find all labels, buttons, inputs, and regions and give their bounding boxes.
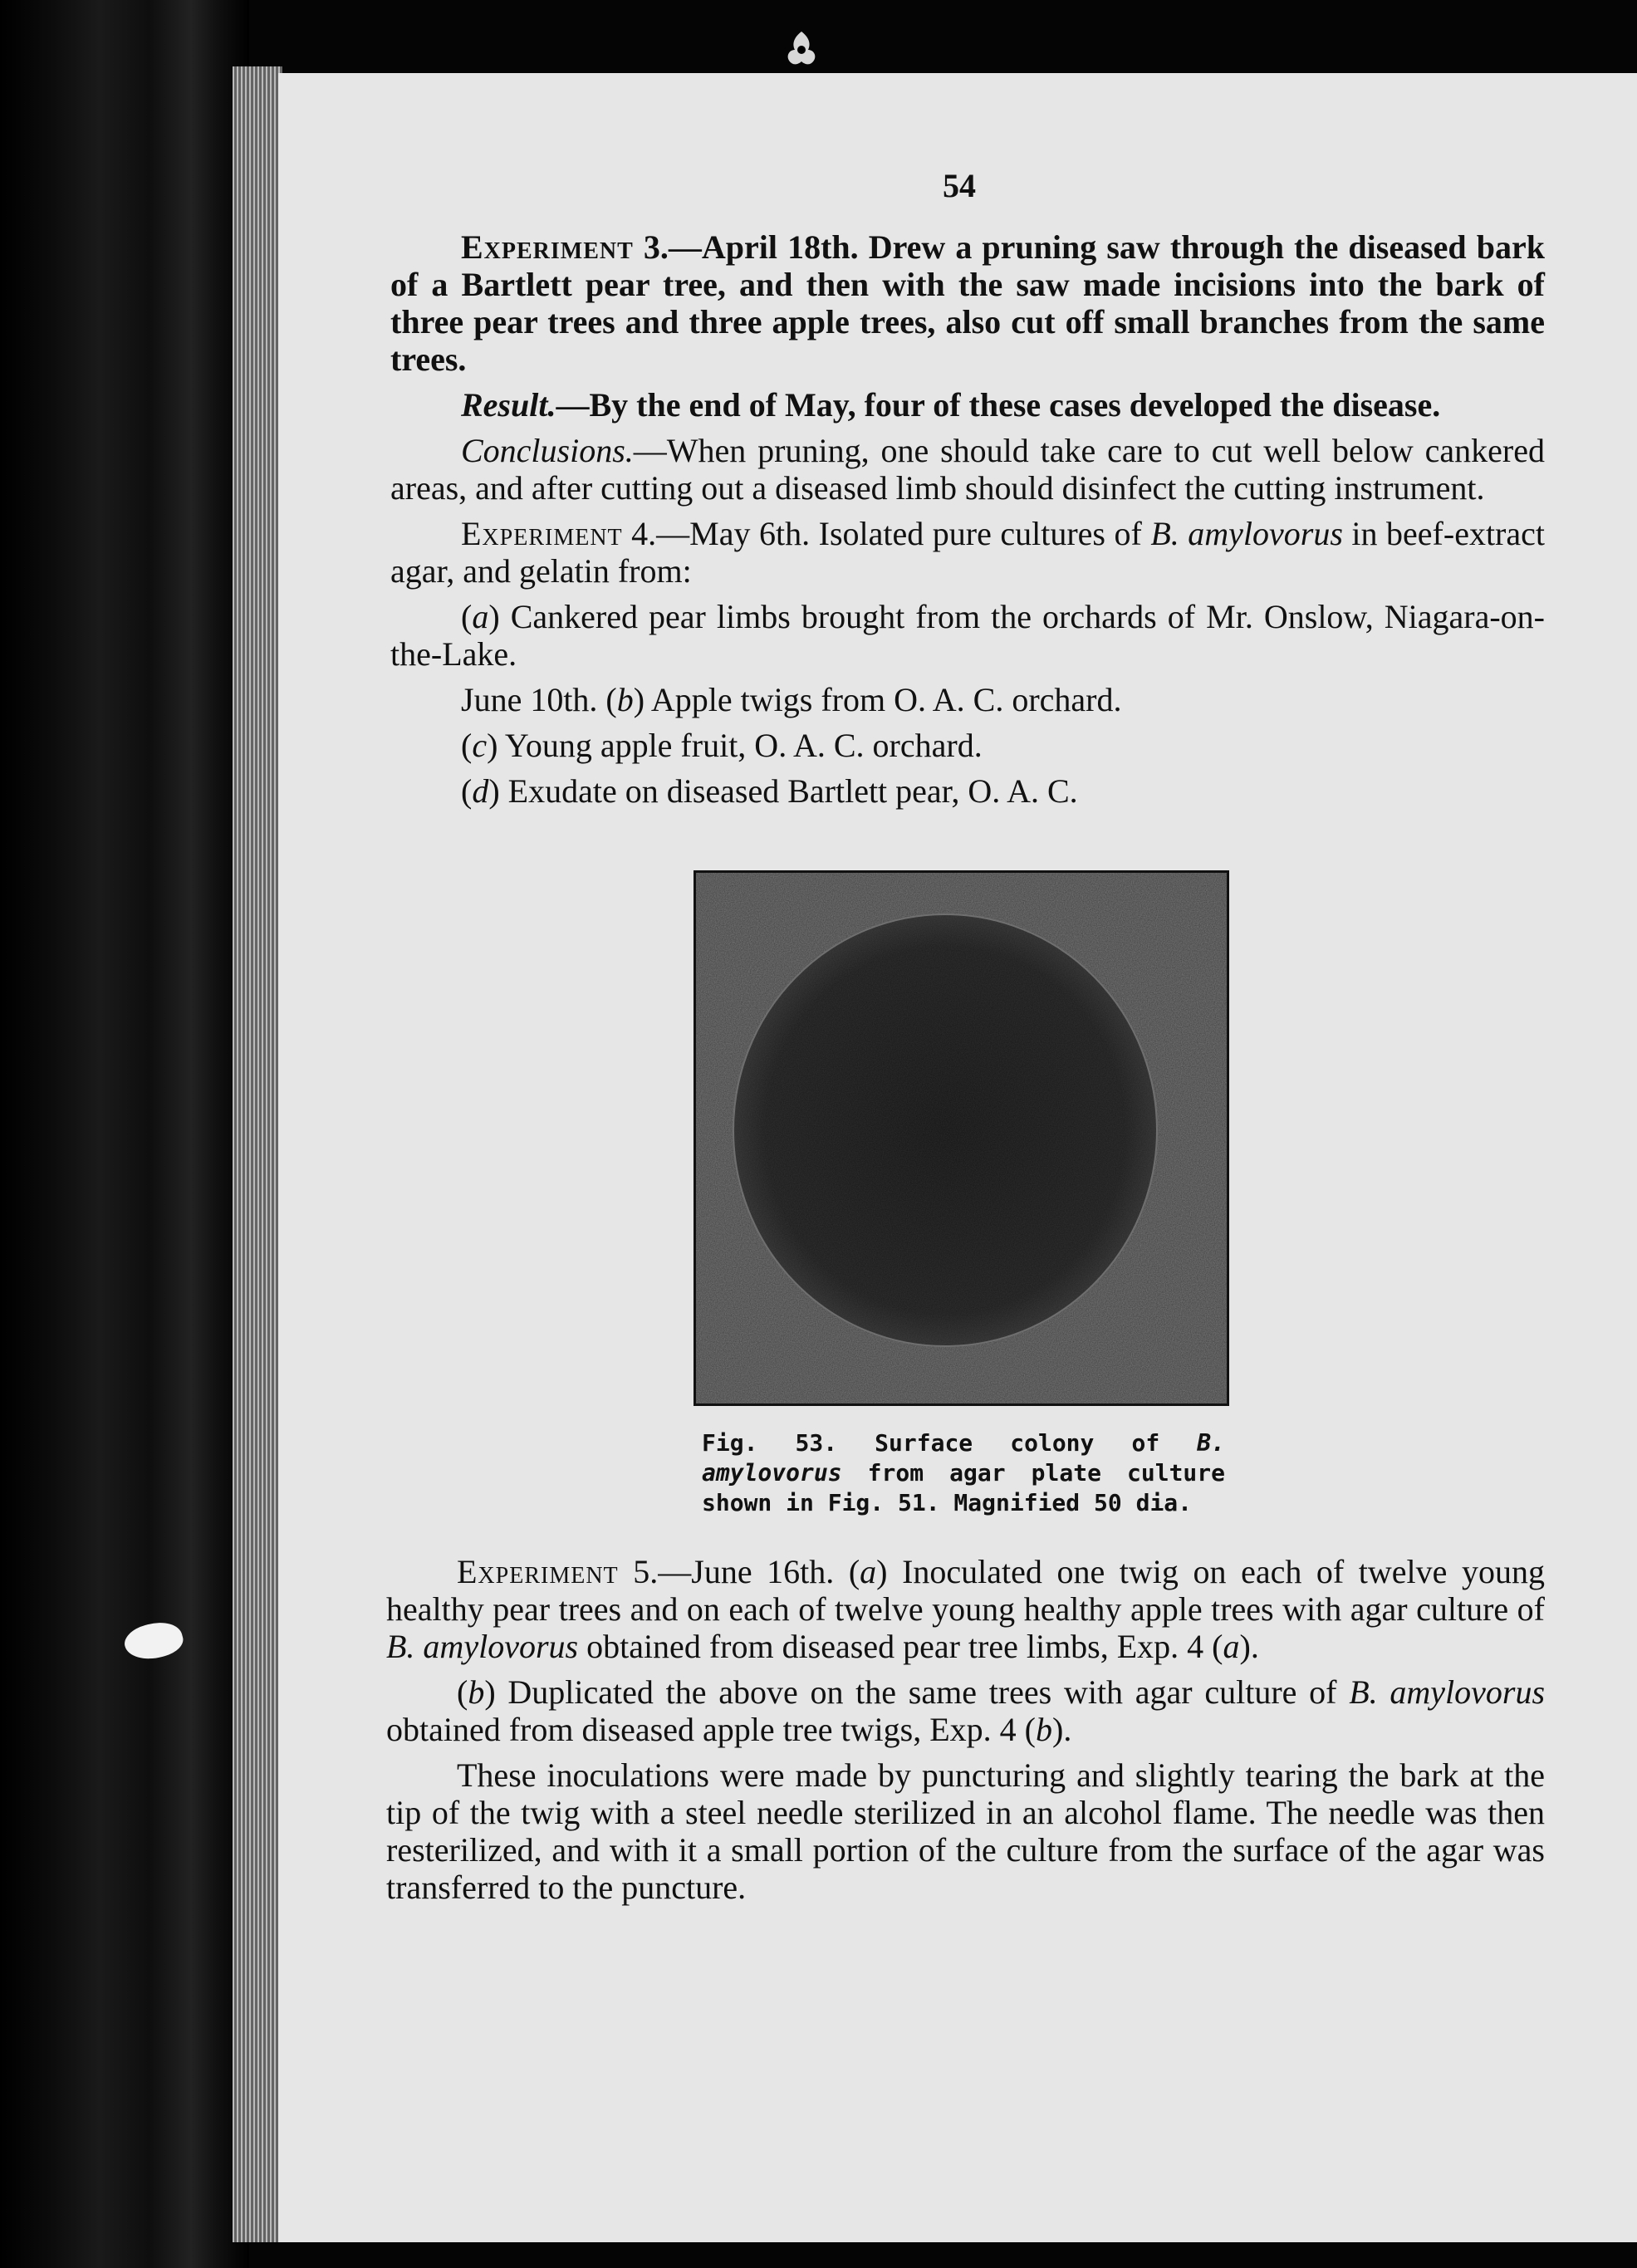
item-d-open: ( [461, 772, 473, 810]
item-d-text: ) Exudate on diseased Bartlett pear, O. A. C. [488, 772, 1078, 810]
inoculation-method-text: These inoculations were made by puncturing and slightly tearing the bark at the tip of the twig with a steel needle sterilized in an alcohol flame. The needle was then resterilized, and with it a small portion of the culture from the surface of the agar was transferred to the puncture. [386, 1756, 1545, 1906]
experiment-4-text-end: in beef-extract agar, and gelatin from: [390, 515, 1545, 590]
result-text: —By the end of May, four of these cases developed the disease. [556, 386, 1441, 424]
body-text-top [390, 228, 1545, 818]
paragraph-item-a [390, 598, 1545, 673]
experiment-4-number: 4. [622, 515, 657, 552]
paragraph-conclusions [390, 432, 1545, 507]
body-text-bottom [386, 1553, 1545, 1914]
crest-ornament-icon [777, 25, 826, 75]
experiment-5-text-2: ) Inoculated one twig on each of twelve young healthy pear trees and on each of twelve young healthy apple trees with agar culture of [386, 1553, 1546, 1628]
caption-species: B. amylovorus [702, 1429, 1225, 1487]
experiment-5b-open: ( [457, 1673, 468, 1711]
experiment-5-ref-label: a [1223, 1628, 1240, 1665]
figure-53-image [694, 870, 1229, 1406]
experiment-5-text-4: ). [1239, 1628, 1259, 1665]
book-spine [0, 0, 249, 2268]
experiment-4-species: B. amylovorus [1150, 515, 1343, 552]
caption-lead: Fig. 53. Surface colony of [702, 1429, 1198, 1457]
paragraph-inoculation-method [386, 1756, 1545, 1906]
experiment-3-text: —April 18th. Drew a pruning saw through the diseased bark of a Bartlett pear tree, and then with the saw made incisions into the bark of three pear trees and three apple trees, also cut off small branches from the same trees. [390, 228, 1545, 378]
experiment-5b-text: ) Duplicated the above on the same trees with agar culture of [484, 1673, 1350, 1711]
figure-caption [702, 1428, 1225, 1518]
experiment-3-number: 3. [633, 228, 669, 266]
experiment-5-label-a: a [860, 1553, 877, 1590]
paragraph-item-d [390, 772, 1545, 810]
conclusions-text: —When pruning, one should take care to cut well below cankered areas, and after cutting out a diseased limb should disinfect the cutting instrument. [390, 432, 1545, 507]
experiment-5b-label: b [468, 1673, 485, 1711]
item-a-text: ) Cankered pear limbs brought from the orchards of Mr. Onslow, Niagara-on-the-Lake. [390, 598, 1545, 673]
item-c-text: ) Young apple fruit, O. A. C. orchard. [487, 727, 983, 764]
paragraph-experiment-4 [390, 515, 1545, 590]
experiment-5-text: —June 16th. ( [658, 1553, 860, 1590]
conclusions-lead: Conclusions. [461, 432, 634, 469]
paragraph-experiment-5 [386, 1553, 1545, 1665]
paragraph-item-b [390, 681, 1545, 718]
paragraph-experiment-5b [386, 1673, 1545, 1748]
result-lead: Result. [461, 386, 556, 424]
item-b-open: June 10th. ( [461, 681, 617, 718]
paragraph-experiment-3 [390, 228, 1545, 378]
item-a-label: a [472, 598, 489, 635]
experiment-5b-text-4: ). [1052, 1711, 1072, 1748]
experiment-5-number: 5. [618, 1553, 659, 1590]
item-d-label: d [472, 772, 489, 810]
experiment-5b-text-3: obtained from diseased apple tree twigs, Exp. 4 ( [386, 1711, 1036, 1748]
experiment-5b-ref-label: b [1036, 1711, 1052, 1748]
page-edges [233, 66, 282, 2242]
page-number: 54 [943, 167, 976, 204]
colony-micrograph [696, 873, 1227, 1403]
experiment-3-lead: Experiment [461, 228, 634, 266]
experiment-5-lead: Experiment [457, 1553, 619, 1590]
experiment-5-species: B. amylovorus [386, 1628, 579, 1665]
experiment-5-text-3: obtained from diseased pear tree limbs, Exp. 4 ( [578, 1628, 1223, 1665]
paragraph-result [390, 386, 1545, 424]
experiment-4-lead: Experiment [461, 515, 623, 552]
item-b-text: ) Apple twigs from O. A. C. orchard. [633, 681, 1122, 718]
item-c-open: ( [461, 727, 473, 764]
item-c-label: c [472, 727, 488, 764]
experiment-5b-species: B. amylovorus [1349, 1673, 1546, 1711]
experiment-4-text: —May 6th. Isolated pure cultures of [656, 515, 1151, 552]
paragraph-item-c [390, 727, 1545, 764]
item-b-label: b [616, 681, 634, 718]
item-a-open: ( [461, 598, 473, 635]
caption-rest: from agar plate culture shown in Fig. 51. Magnified 50 dia. [702, 1459, 1225, 1516]
